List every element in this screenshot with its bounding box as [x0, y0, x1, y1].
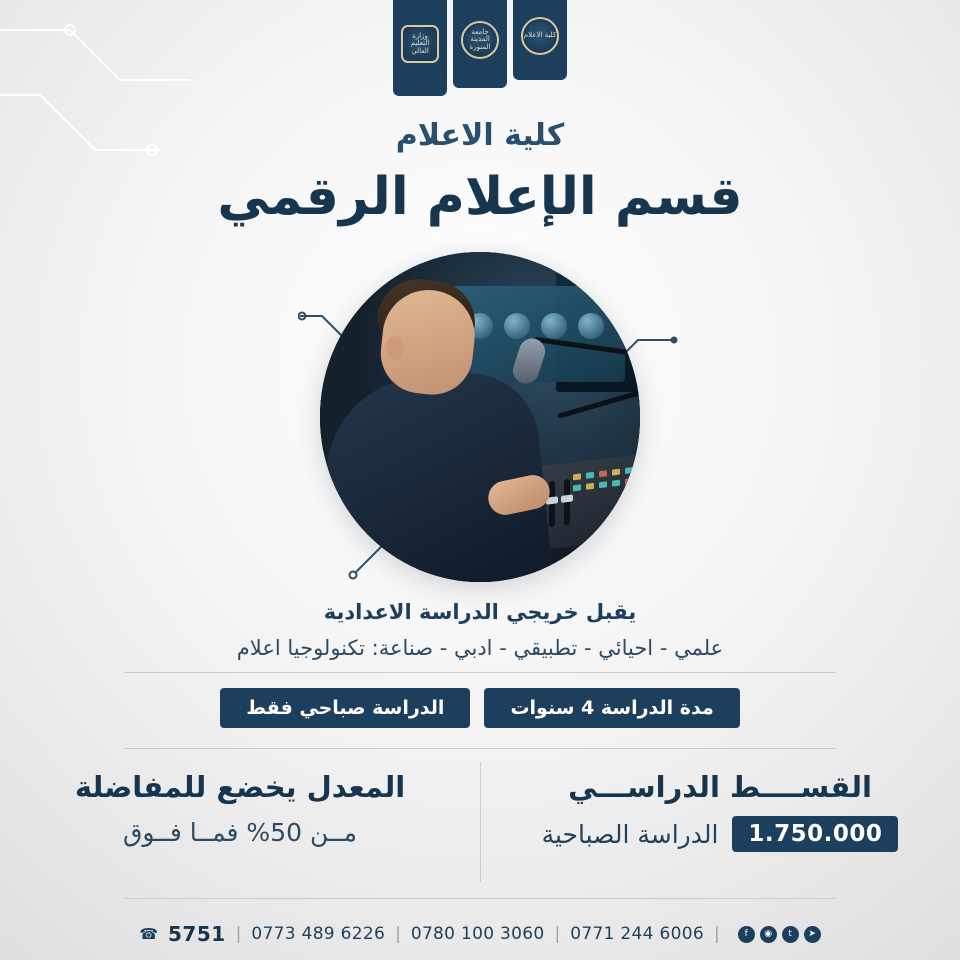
- pill-study-duration: مدة الدراسة 4 سنوات: [484, 688, 739, 728]
- college-title: كلية الاعلام: [395, 118, 565, 153]
- accepts-text: يقبل خريجي الدراسة الاعدادية: [323, 600, 637, 624]
- hotline-number[interactable]: 5751: [168, 922, 226, 946]
- department-title: قسم الإعلام الرقمي: [217, 167, 743, 227]
- phone-number-2[interactable]: 0780 100 3060: [410, 924, 545, 944]
- ministry-emblem: [401, 25, 439, 63]
- divider-top: [124, 672, 836, 673]
- university-emblem-text: جامعة المدينة المنورة: [469, 27, 491, 51]
- study-pills: [0, 688, 960, 728]
- ministry-emblem-text: وزارة التعليم العالي: [410, 31, 430, 55]
- social-links: [738, 926, 821, 943]
- phone-number-1[interactable]: 0773 489 6226: [251, 924, 386, 944]
- phone-icon: ☎: [139, 925, 158, 943]
- college-logo-tab: [513, 0, 567, 80]
- instagram-icon[interactable]: ◉: [760, 926, 777, 943]
- average-subtext: مــن 50% فمــا فــوق: [122, 818, 358, 847]
- university-emblem: [461, 21, 499, 59]
- details-columns: [0, 770, 960, 852]
- ministry-logo-tab: [393, 0, 447, 96]
- telegram-icon[interactable]: ➤: [804, 926, 821, 943]
- fee-amount: 1.750.000: [732, 816, 898, 852]
- divider-middle: [124, 748, 836, 749]
- average-column: [0, 770, 480, 852]
- fee-row: [480, 816, 960, 852]
- separator: |: [713, 924, 720, 944]
- fee-label: الدراسة الصباحية: [541, 819, 719, 849]
- college-emblem: [521, 17, 559, 55]
- separator: |: [554, 924, 561, 944]
- average-heading: المعدل يخضع للمفاضلة: [74, 770, 406, 804]
- title-block: [0, 118, 960, 227]
- branches-text: علمي - احيائي - تطبيقي - ادبي - صناعة: تكنولوجيا اعلام: [236, 636, 724, 660]
- university-logo-tab: [453, 0, 507, 88]
- admission-info: [0, 600, 960, 660]
- twitter-icon[interactable]: t: [782, 926, 799, 943]
- fee-column: [480, 770, 960, 852]
- footer-contact: [0, 922, 960, 946]
- college-emblem-text: كلية الاعلام: [523, 31, 557, 40]
- pill-study-shift: الدراسة صباحي فقط: [220, 688, 470, 728]
- fee-heading: القســــط الدراســـي: [568, 770, 872, 804]
- logo-bar: [393, 0, 567, 96]
- photo-wrapper: [320, 252, 640, 582]
- phone-number-3[interactable]: 0771 244 6006: [570, 924, 704, 944]
- facebook-icon[interactable]: f: [738, 926, 755, 943]
- divider-bottom: [124, 898, 836, 899]
- studio-photo: [320, 252, 640, 582]
- separator: |: [395, 924, 401, 944]
- separator: |: [235, 924, 242, 944]
